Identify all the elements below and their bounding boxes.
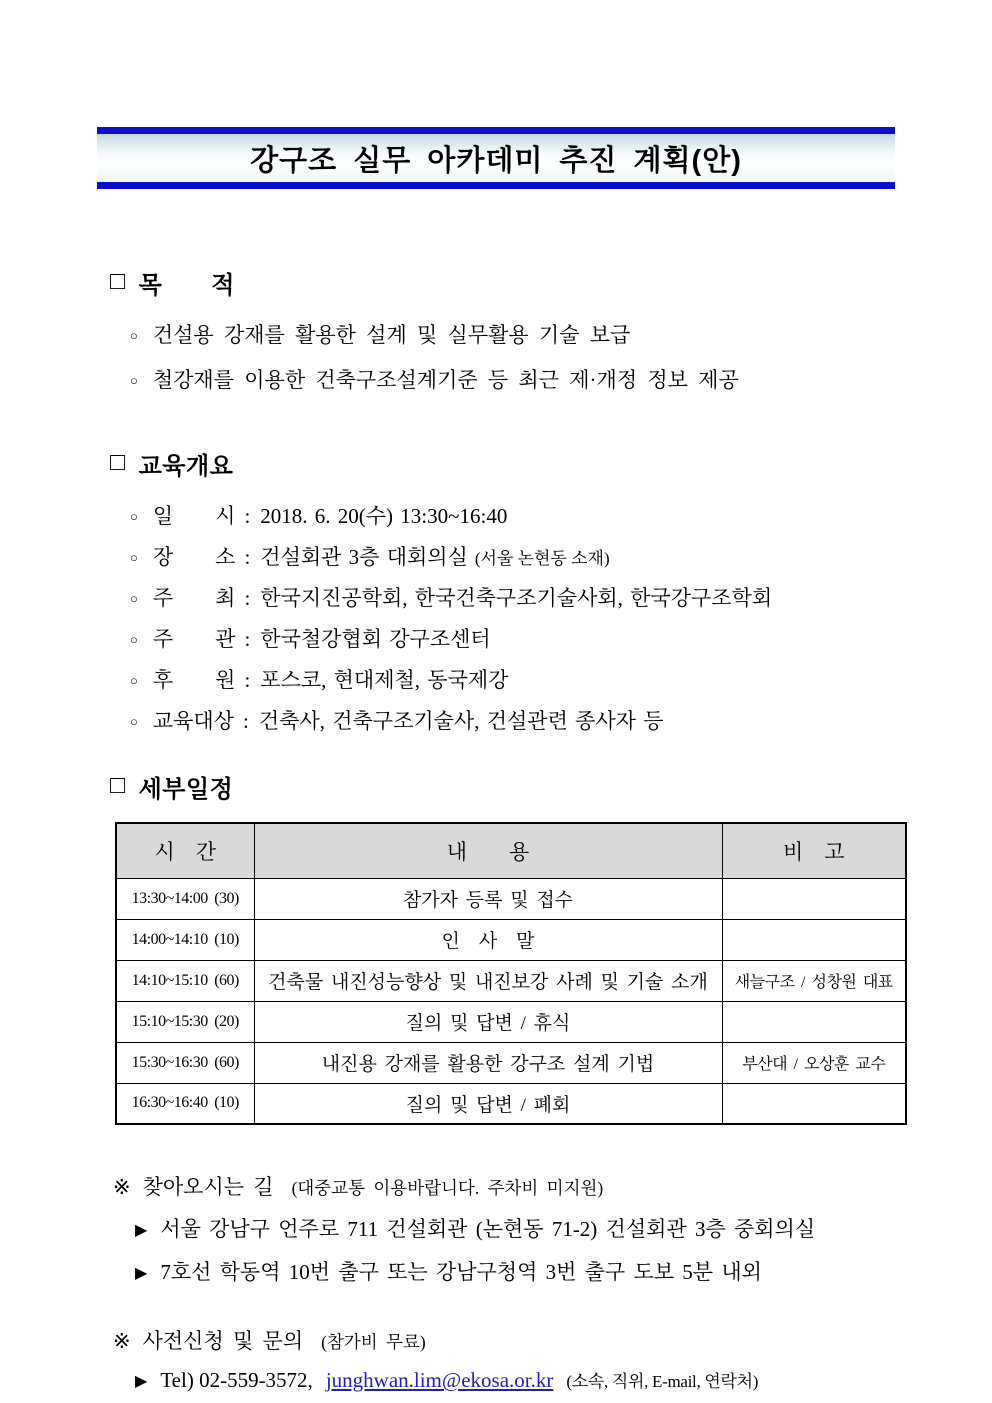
table-header-row xyxy=(116,823,906,878)
circle-bullet-icon: ○ xyxy=(130,632,138,647)
schedule-table xyxy=(115,822,907,1125)
circle-bullet-icon: ○ xyxy=(130,550,138,565)
page-title: 강구조 실무 아카데미 추진 계획(안) xyxy=(250,144,742,177)
overview-item-value: 건축사, 건축구조기술사, 건설관련 종사자 등 xyxy=(258,709,664,733)
overview-item-value: 건설회관 3층 대회의실 xyxy=(260,545,468,569)
overview-heading-label: 교육개요 xyxy=(138,453,234,480)
section-heading-schedule xyxy=(110,769,992,804)
cell-time: 14:00~14:10 (10) xyxy=(116,919,254,960)
cell-time: 15:10~15:30 (20) xyxy=(116,1001,254,1042)
overview-item-note: (서울 논현동 소재) xyxy=(474,549,610,568)
contact-paren: (소속, 직위, E-mail, 연락처) xyxy=(566,1372,759,1391)
cell-time: 16:30~16:40 (10) xyxy=(116,1083,254,1124)
table-row xyxy=(116,878,906,919)
overview-item-label: 일 시 xyxy=(152,504,236,528)
cell-note xyxy=(722,919,906,960)
overview-list xyxy=(130,497,932,743)
overview-item-value: 한국지진공학회, 한국건축구조기술사회, 한국강구조학회 xyxy=(260,586,773,610)
column-header-content: 내 용 xyxy=(254,823,722,878)
purpose-bullet-list xyxy=(130,314,932,404)
label-separator: : xyxy=(244,668,251,692)
table-row xyxy=(116,1042,906,1083)
contact-phone: Tel) 02-559-3572, xyxy=(160,1368,313,1392)
label-separator: : xyxy=(244,586,251,610)
column-header-time: 시 간 xyxy=(116,823,254,878)
square-marker-icon: □ xyxy=(110,448,126,476)
cell-content: 건축물 내진성능향상 및 내진보강 사례 및 기술 소개 xyxy=(254,960,722,1001)
label-separator: : xyxy=(243,709,249,733)
reference-mark-icon: ※ xyxy=(113,1329,131,1353)
list-item xyxy=(135,1252,952,1295)
list-item xyxy=(130,497,932,538)
overview-item-label: 교육대상 xyxy=(152,709,235,733)
cell-note xyxy=(722,1001,906,1042)
registration-paren: (참가비 무료) xyxy=(321,1332,426,1352)
arrow-marker-icon: ▶ xyxy=(135,1222,148,1239)
list-item xyxy=(130,538,932,579)
reference-mark-icon: ※ xyxy=(113,1175,131,1199)
overview-item-value: 포스코, 현대제철, 동국제강 xyxy=(260,668,509,692)
table-row xyxy=(116,960,906,1001)
banner-body xyxy=(97,134,895,182)
table-row xyxy=(116,1001,906,1042)
label-separator: : xyxy=(244,504,251,528)
schedule-heading-label: 세부일정 xyxy=(138,776,234,803)
purpose-bullet-text: 철강재를 이용한 건축구조설계기준 등 최근 제·개정 정보 제공 xyxy=(152,368,739,392)
cell-content: 인 사 말 xyxy=(254,919,722,960)
list-item xyxy=(130,702,932,743)
registration-note xyxy=(113,1325,952,1393)
list-item xyxy=(130,314,932,359)
contact-line xyxy=(135,1367,952,1393)
overview-item-label: 장 소 xyxy=(152,545,236,569)
cell-content: 질의 및 답변 / 휴식 xyxy=(254,1001,722,1042)
overview-item-label: 주 최 xyxy=(152,586,236,610)
directions-item-text: 7호선 학동역 10번 출구 또는 강남구청역 3번 출구 도보 5분 내외 xyxy=(160,1260,762,1284)
table-row xyxy=(116,919,906,960)
directions-item-text: 서울 강남구 언주로 711 건설회관 (논현동 71-2) 건설회관 3층 중회의실 xyxy=(160,1217,816,1241)
circle-bullet-icon: ○ xyxy=(130,673,138,688)
cell-content: 내진용 강재를 활용한 강구조 설계 기법 xyxy=(254,1042,722,1083)
list-item xyxy=(130,359,932,404)
list-item xyxy=(130,661,932,702)
circle-bullet-icon: ○ xyxy=(130,714,138,729)
cell-note: 부산대 / 오상훈 교수 xyxy=(722,1042,906,1083)
cell-time: 15:30~16:30 (60) xyxy=(116,1042,254,1083)
arrow-marker-icon: ▶ xyxy=(135,1373,148,1390)
registration-title: 사전신청 및 문의 xyxy=(142,1329,304,1353)
circle-bullet-icon: ○ xyxy=(130,591,138,606)
cell-note xyxy=(722,1083,906,1124)
registration-heading xyxy=(113,1325,952,1355)
overview-item-value: 2018. 6. 20(수) 13:30~16:40 xyxy=(260,504,508,528)
overview-item-label: 후 원 xyxy=(152,668,236,692)
banner-top-bar xyxy=(97,127,895,134)
cell-time: 13:30~14:00 (30) xyxy=(116,878,254,919)
cell-content: 참가자 등록 및 접수 xyxy=(254,878,722,919)
table-row xyxy=(116,1083,906,1124)
directions-heading xyxy=(113,1171,952,1201)
list-item xyxy=(130,579,932,620)
square-marker-icon: □ xyxy=(110,771,126,799)
directions-paren: (대중교통 이용바랍니다. 주차비 미지원) xyxy=(291,1178,604,1198)
circle-bullet-icon: ○ xyxy=(130,328,138,343)
label-separator: : xyxy=(244,545,251,569)
purpose-heading-label: 목 적 xyxy=(138,272,235,299)
section-heading-purpose xyxy=(110,265,992,300)
label-separator: : xyxy=(244,627,251,651)
cell-time: 14:10~15:10 (60) xyxy=(116,960,254,1001)
column-header-note: 비 고 xyxy=(722,823,906,878)
directions-title: 찾아오시는 길 xyxy=(142,1175,274,1199)
list-item xyxy=(135,1209,952,1252)
contact-email-link[interactable]: junghwan.lim@ekosa.or.kr xyxy=(325,1368,554,1392)
overview-item-label: 주 관 xyxy=(152,627,236,651)
arrow-marker-icon: ▶ xyxy=(135,1265,148,1282)
cell-content: 질의 및 답변 / 폐회 xyxy=(254,1083,722,1124)
circle-bullet-icon: ○ xyxy=(130,373,138,388)
purpose-bullet-text: 건설용 강재를 활용한 설계 및 실무활용 기술 보급 xyxy=(152,323,631,347)
title-banner xyxy=(97,127,895,189)
banner-bottom-bar xyxy=(97,182,895,189)
section-heading-overview xyxy=(110,446,992,481)
directions-note xyxy=(113,1171,952,1295)
overview-item-value: 한국철강협회 강구조센터 xyxy=(260,627,491,651)
list-item xyxy=(130,620,932,661)
cell-note xyxy=(722,878,906,919)
circle-bullet-icon: ○ xyxy=(130,509,138,524)
square-marker-icon: □ xyxy=(110,267,126,295)
cell-note: 새늘구조 / 성창원 대표 xyxy=(722,960,906,1001)
